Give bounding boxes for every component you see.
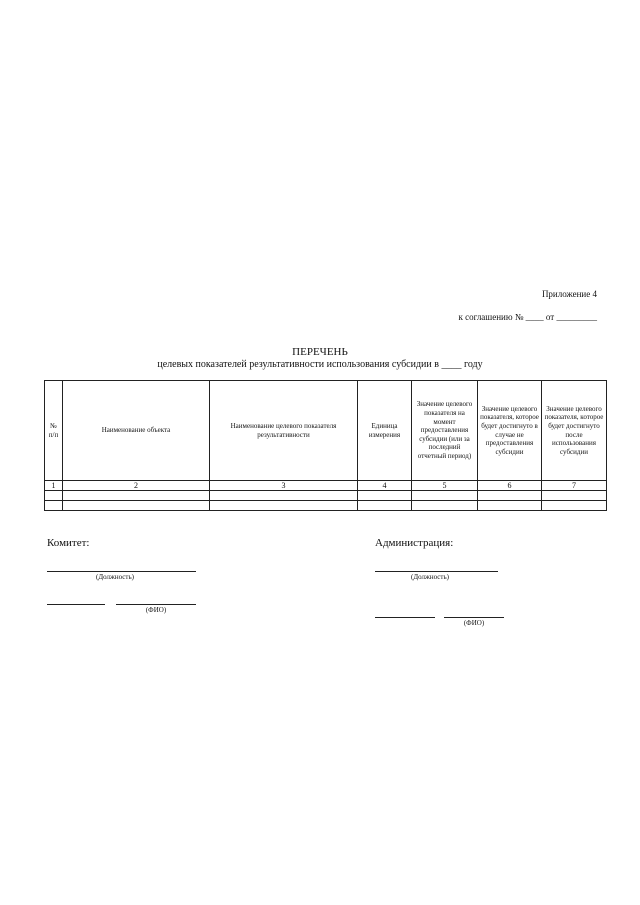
administration-signature-title: Администрация:	[375, 537, 454, 549]
column-number: 1	[45, 481, 63, 491]
table-cell	[63, 501, 210, 511]
table-cell	[542, 491, 607, 501]
table-cell	[478, 491, 542, 501]
table-header-row	[45, 381, 607, 481]
table-cell	[45, 491, 63, 501]
indicators-table	[44, 380, 607, 511]
document-subtitle: целевых показателей результативности использования субсидии в ____ году	[157, 359, 483, 370]
table-cell	[542, 501, 607, 511]
committee-signature-title: Комитет:	[47, 537, 90, 549]
table-cell	[358, 491, 412, 501]
administration-name-caption: (ФИО)	[463, 619, 485, 627]
column-header-value-at-grant: Значение целевого показателя на момент предоставления субсидии (или за последний отчетный период)	[412, 381, 478, 481]
table-cell	[210, 501, 358, 511]
column-header-indicator-name: Наименование целевого показателя результативности	[210, 381, 358, 481]
table-row	[45, 501, 607, 511]
appendix-label: Приложение 4	[541, 289, 597, 299]
committee-name-line	[116, 604, 196, 605]
column-header-value-after-grant: Значение целевого показателя, которое будет достигнуто после использования субсидии	[542, 381, 607, 481]
column-number: 5	[412, 481, 478, 491]
committee-signature-line	[47, 604, 105, 605]
administration-position-caption: (Должность)	[411, 573, 449, 581]
table-cell	[63, 491, 210, 501]
column-header-value-without-grant: Значение целевого показателя, которое будет достигнуто в случае не предоставления субсидии	[478, 381, 542, 481]
column-number: 7	[542, 481, 607, 491]
table-cell	[478, 501, 542, 511]
column-header-object-name: Наименование объекта	[63, 381, 210, 481]
table-cell	[412, 501, 478, 511]
table-cell	[45, 501, 63, 511]
document-title: ПЕРЕЧЕНЬ	[292, 346, 348, 358]
table-cell	[210, 491, 358, 501]
table-cell	[412, 491, 478, 501]
administration-signature-line	[375, 617, 435, 618]
column-header-number: № п/п	[45, 381, 63, 481]
column-header-unit: Единица измерения	[358, 381, 412, 481]
table-cell	[358, 501, 412, 511]
committee-position-caption: (Должность)	[96, 573, 134, 581]
column-numbers-row	[45, 481, 607, 491]
column-number: 2	[63, 481, 210, 491]
agreement-reference: к соглашению № ____ от _________	[458, 312, 597, 322]
column-number: 6	[478, 481, 542, 491]
committee-name-caption: (ФИО)	[145, 606, 167, 614]
table-row	[45, 491, 607, 501]
administration-position-line	[375, 571, 498, 572]
column-number: 3	[210, 481, 358, 491]
column-number: 4	[358, 481, 412, 491]
committee-position-line	[47, 571, 196, 572]
administration-name-line	[444, 617, 504, 618]
